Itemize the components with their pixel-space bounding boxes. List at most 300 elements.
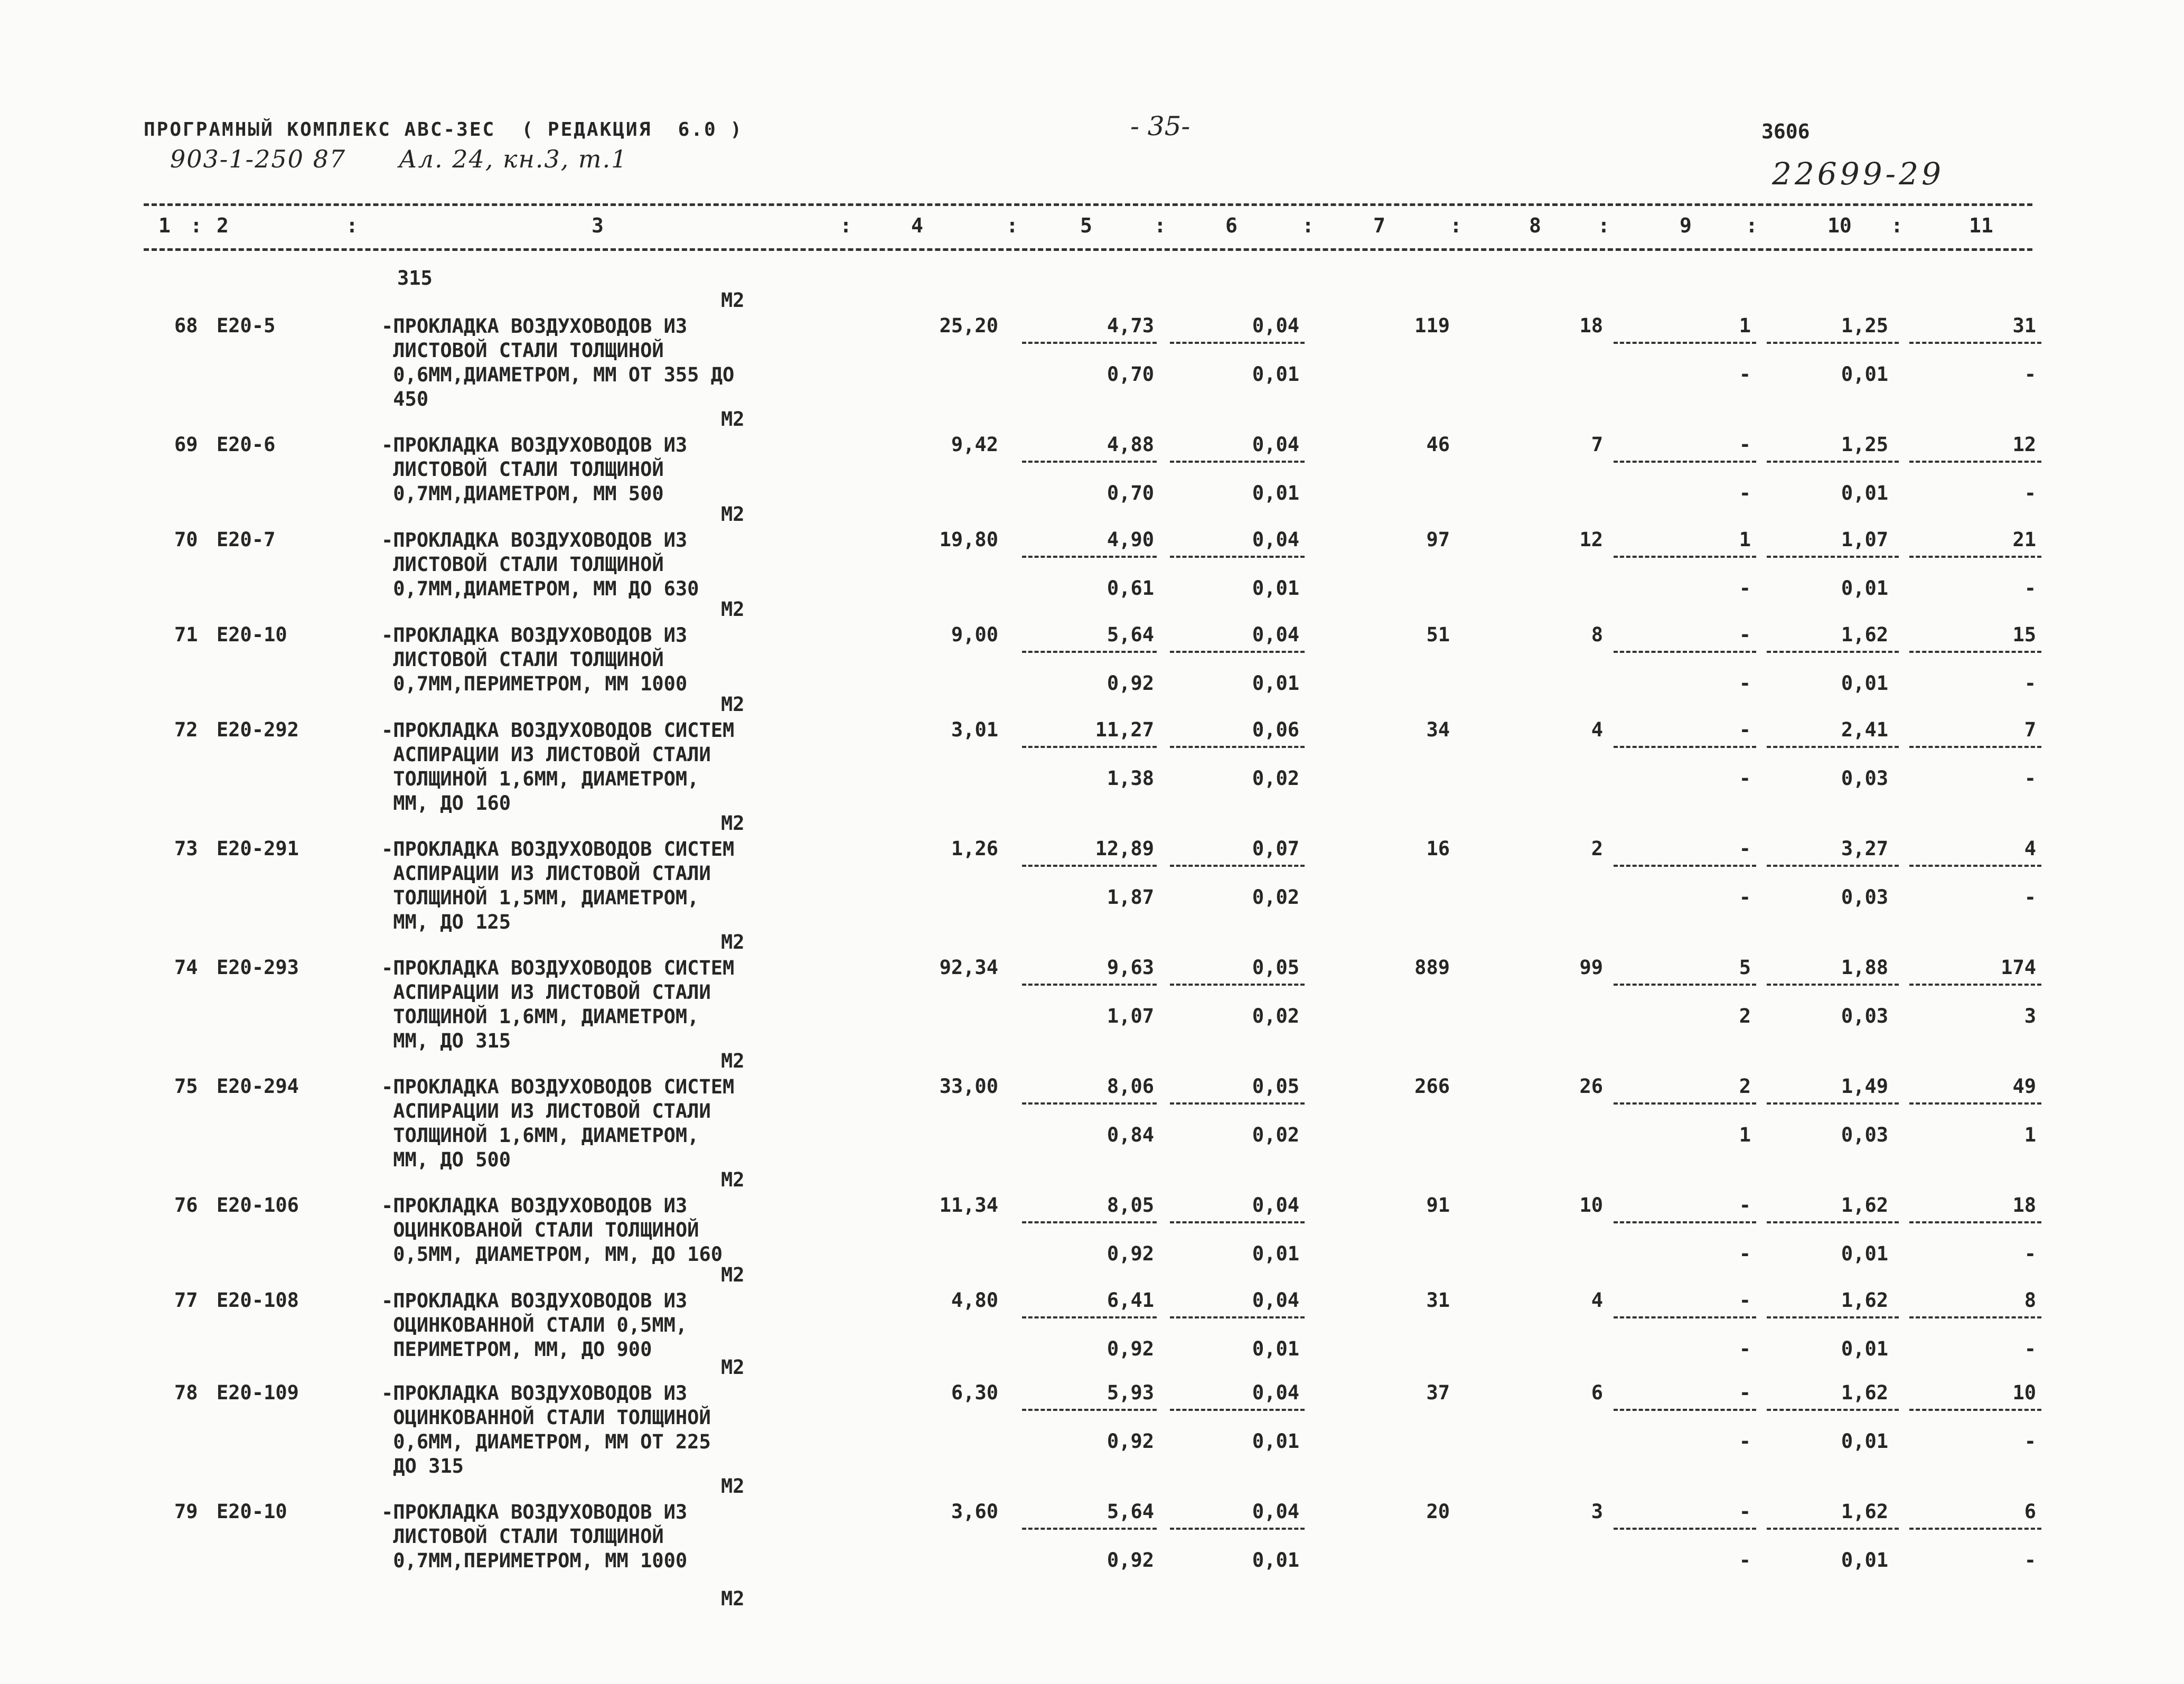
machine-wage-cell: 0,01: [1252, 1242, 1299, 1265]
table-row: [0, 1356, 2184, 1479]
row-number: 76: [174, 1194, 198, 1217]
labour-machine-cell: 0,03: [1841, 886, 1888, 909]
labour-cell: 1,62: [1841, 623, 1888, 646]
column-header: 4: [911, 214, 923, 237]
column-separator: :: [1006, 214, 1018, 237]
labour-total-cell: 49: [2012, 1075, 2036, 1098]
labour-total-cell: 18: [2012, 1194, 2036, 1217]
machine-wage-total-cell: 2: [1739, 1005, 1751, 1027]
total-cost-cell: 51: [1426, 623, 1450, 646]
quantity-cell: 9,00: [951, 623, 998, 646]
rate-code: Е20-10: [217, 623, 287, 646]
machine-wage-cell: 0,02: [1252, 1124, 1299, 1146]
labour-machine-total-cell: -: [2024, 886, 2036, 909]
unit-label: М2: [721, 931, 745, 953]
row-number: 75: [174, 1075, 198, 1098]
total-cost-cell: 46: [1426, 433, 1450, 456]
labour-cell: 1,62: [1841, 1194, 1888, 1217]
unit-cost-cell: 12,89: [1095, 837, 1154, 860]
work-description: -ПРОКЛАДКА ВОЗДУХОВОДОВ СИСТЕМ АСПИРАЦИИ ИЗ ЛИСТОВОЙ СТАЛИ ТОЛЩИНОЙ 1,6ММ, ДИАМЕТРОМ, ММ, ДО 500: [381, 1075, 735, 1171]
column-header: 9: [1680, 214, 1692, 237]
machine-wage-total-cell: -: [1739, 1242, 1751, 1265]
unit-cost-cell: 11,27: [1095, 718, 1154, 741]
total-wage-cell: 12: [1579, 528, 1603, 551]
quantity-cell: 11,34: [939, 1194, 998, 1217]
machine-wage-cell: 0,01: [1252, 482, 1299, 504]
fraction-rule: [1614, 1528, 1756, 1530]
quantity-cell: 6,30: [951, 1381, 998, 1404]
page-number: - 35-: [1130, 111, 1191, 142]
column-separator: :: [1746, 214, 1758, 237]
labour-machine-total-cell: 1: [2024, 1124, 2036, 1146]
unit-cost-cell: 8,05: [1107, 1194, 1154, 1217]
labour-machine-cell: 0,03: [1841, 767, 1888, 790]
fraction-rule: [1909, 746, 2041, 748]
quantity-cell: 33,00: [939, 1075, 998, 1098]
row-number: 70: [174, 528, 198, 551]
fraction-rule: [1170, 1528, 1305, 1530]
unit-cost-cell: 6,41: [1107, 1289, 1154, 1312]
total-wage-cell: 10: [1579, 1194, 1603, 1217]
fraction-rule: [1767, 556, 1899, 558]
fraction-rule: [1767, 1102, 1899, 1105]
machine-wage-total-cell: -: [1739, 1337, 1751, 1360]
fraction-rule: [1614, 1409, 1756, 1411]
fraction-rule: [1022, 461, 1157, 463]
unit-wage-cell: 1,07: [1107, 1005, 1154, 1027]
program-title: ПРОГРАМНЫЙ КОМПЛЕКС АВС-ЗЕС ( РЕДАКЦИЯ 6.0 ): [144, 119, 743, 141]
work-description: -ПРОКЛАДКА ВОЗДУХОВОДОВ СИСТЕМ АСПИРАЦИИ ИЗ ЛИСТОВОЙ СТАЛИ ТОЛЩИНОЙ 1,6ММ, ДИАМЕТРОМ, ММ, ДО 160: [381, 719, 735, 815]
labour-cell: 1,49: [1841, 1075, 1888, 1098]
machine-total-cell: -: [1739, 1500, 1751, 1523]
table-row: [0, 1475, 2184, 1597]
fraction-rule: [1614, 746, 1756, 748]
unit-wage-cell: 0,92: [1107, 1549, 1154, 1571]
labour-machine-cell: 0,01: [1841, 1242, 1888, 1265]
fraction-rule: [1022, 865, 1157, 867]
unit-label: М2: [721, 1168, 745, 1191]
machine-wage-cell: 0,01: [1252, 1549, 1299, 1571]
quantity-cell: 3,01: [951, 718, 998, 741]
machine-wage-total-cell: -: [1739, 886, 1751, 909]
fraction-rule: [1909, 1102, 2041, 1105]
fraction-rule: [1909, 556, 2041, 558]
total-cost-cell: 16: [1426, 837, 1450, 860]
unit-cost-cell: 9,63: [1107, 956, 1154, 979]
fraction-rule: [1614, 1102, 1756, 1105]
fraction-rule: [1022, 1221, 1157, 1223]
machine-wage-cell: 0,01: [1252, 363, 1299, 386]
fraction-rule: [1767, 651, 1899, 653]
column-header: 2: [217, 214, 229, 237]
column-header: 8: [1529, 214, 1541, 237]
machine-total-cell: 1: [1739, 528, 1751, 551]
labour-cell: 3,27: [1841, 837, 1888, 860]
fraction-rule: [1767, 984, 1899, 986]
row-number: 77: [174, 1289, 198, 1312]
fraction-rule: [1614, 556, 1756, 558]
machine-cost-cell: 0,07: [1252, 837, 1299, 860]
work-description: -ПРОКЛАДКА ВОЗДУХОВОДОВ СИСТЕМ АСПИРАЦИИ ИЗ ЛИСТОВОЙ СТАЛИ ТОЛЩИНОЙ 1,6ММ, ДИАМЕТРОМ, ММ, ДО 315: [381, 957, 735, 1052]
machine-total-cell: -: [1739, 1194, 1751, 1217]
fraction-rule: [1909, 1316, 2041, 1318]
labour-total-cell: 7: [2024, 718, 2036, 741]
document-number: 22699-29: [1772, 156, 1944, 192]
total-wage-cell: 2: [1591, 837, 1603, 860]
labour-machine-total-cell: -: [2024, 1430, 2036, 1453]
labour-machine-total-cell: -: [2024, 1242, 2036, 1265]
labour-machine-cell: 0,01: [1841, 363, 1888, 386]
rate-code: Е20-6: [217, 433, 276, 456]
rate-code: Е20-108: [217, 1289, 299, 1312]
table-row: [0, 408, 2184, 530]
machine-cost-cell: 0,04: [1252, 1289, 1299, 1312]
machine-cost-cell: 0,04: [1252, 314, 1299, 337]
machine-total-cell: -: [1739, 718, 1751, 741]
work-description: -ПРОКЛАДКА ВОЗДУХОВОДОВ ИЗ ЛИСТОВОЙ СТАЛИ ТОЛЩИНОЙ 0,6ММ,ДИАМЕТРОМ, ММ ОТ 355 ДО 450: [381, 315, 735, 410]
fraction-rule: [1614, 651, 1756, 653]
row-number: 78: [174, 1381, 198, 1404]
column-separator: :: [190, 214, 202, 237]
fraction-rule: [1767, 865, 1899, 867]
total-cost-cell: 889: [1414, 956, 1450, 979]
table-row: [0, 1050, 2184, 1172]
machine-wage-total-cell: -: [1739, 1549, 1751, 1571]
row-number: 73: [174, 837, 198, 860]
fraction-rule: [1614, 461, 1756, 463]
column-header: 1: [158, 214, 171, 237]
total-cost-cell: 31: [1426, 1289, 1450, 1312]
machine-wage-total-cell: 1: [1739, 1124, 1751, 1146]
total-cost-cell: 34: [1426, 718, 1450, 741]
machine-wage-cell: 0,01: [1252, 1337, 1299, 1360]
fraction-rule: [1909, 865, 2041, 867]
labour-machine-cell: 0,03: [1841, 1005, 1888, 1027]
machine-total-cell: -: [1739, 433, 1751, 456]
fraction-rule: [1170, 1409, 1305, 1411]
labour-cell: 1,88: [1841, 956, 1888, 979]
machine-wage-cell: 0,01: [1252, 672, 1299, 695]
fraction-rule: [1170, 651, 1305, 653]
rate-code: Е20-10: [217, 1500, 287, 1523]
labour-cell: 2,41: [1841, 718, 1888, 741]
work-description: -ПРОКЛАДКА ВОЗДУХОВОДОВ СИСТЕМ АСПИРАЦИИ ИЗ ЛИСТОВОЙ СТАЛИ ТОЛЩИНОЙ 1,5ММ, ДИАМЕТРОМ, ММ, ДО 125: [381, 838, 735, 933]
column-separator: :: [1302, 214, 1314, 237]
fraction-rule: [1767, 1221, 1899, 1223]
machine-wage-cell: 0,01: [1252, 577, 1299, 600]
labour-machine-cell: 0,01: [1841, 1549, 1888, 1571]
unit-wage-cell: 0,92: [1107, 672, 1154, 695]
total-cost-cell: 119: [1414, 314, 1450, 337]
sheet-code: 3606: [1761, 120, 1810, 143]
unit-wage-cell: 0,92: [1107, 1430, 1154, 1453]
unit-cost-cell: 5,64: [1107, 623, 1154, 646]
labour-cell: 1,62: [1841, 1289, 1888, 1312]
machine-total-cell: -: [1739, 837, 1751, 860]
machine-wage-total-cell: -: [1739, 482, 1751, 504]
labour-cell: 1,62: [1841, 1381, 1888, 1404]
total-wage-cell: 4: [1591, 718, 1603, 741]
row-number: 72: [174, 718, 198, 741]
labour-machine-total-cell: -: [2024, 1337, 2036, 1360]
labour-machine-total-cell: 3: [2024, 1005, 2036, 1027]
rate-code: Е20-294: [217, 1075, 299, 1098]
labour-machine-total-cell: -: [2024, 672, 2036, 695]
labour-total-cell: 21: [2012, 528, 2036, 551]
unit-label: М2: [721, 598, 745, 621]
column-header: 11: [1969, 214, 1993, 237]
fraction-rule: [1170, 984, 1305, 986]
labour-machine-cell: 0,03: [1841, 1124, 1888, 1146]
work-description: -ПРОКЛАДКА ВОЗДУХОВОДОВ ИЗ ОЦИНКОВАННОЙ СТАЛИ ТОЛЩИНОЙ 0,6ММ, ДИАМЕТРОМ, ММ ОТ 225 ДО 315: [381, 1382, 711, 1477]
labour-total-cell: 6: [2024, 1500, 2036, 1523]
machine-cost-cell: 0,05: [1252, 1075, 1299, 1098]
unit-label: М2: [721, 812, 745, 835]
total-wage-cell: 99: [1579, 956, 1603, 979]
labour-machine-cell: 0,01: [1841, 1430, 1888, 1453]
machine-wage-cell: 0,02: [1252, 767, 1299, 790]
fraction-rule: [1022, 1316, 1157, 1318]
unit-wage-cell: 1,87: [1107, 886, 1154, 909]
machine-cost-cell: 0,04: [1252, 433, 1299, 456]
unit-wage-cell: 0,92: [1107, 1337, 1154, 1360]
fraction-rule: [1909, 1409, 2041, 1411]
quantity-cell: 3,60: [951, 1500, 998, 1523]
work-description: -ПРОКЛАДКА ВОЗДУХОВОДОВ ИЗ ЛИСТОВОЙ СТАЛИ ТОЛЩИНОЙ 0,7ММ,ДИАМЕТРОМ, ММ 500: [381, 434, 688, 505]
fraction-rule: [1170, 865, 1305, 867]
quantity-cell: 9,42: [951, 433, 998, 456]
column-separator: :: [1598, 214, 1610, 237]
unit-label: М2: [721, 1050, 745, 1072]
column-separator: :: [840, 214, 852, 237]
column-separator: :: [1450, 214, 1462, 237]
labour-machine-total-cell: -: [2024, 1549, 2036, 1571]
fraction-rule: [1170, 461, 1305, 463]
quantity-cell: 25,20: [939, 314, 998, 337]
machine-total-cell: 1: [1739, 314, 1751, 337]
labour-machine-total-cell: -: [2024, 767, 2036, 790]
unit-cost-cell: 8,06: [1107, 1075, 1154, 1098]
total-wage-cell: 6: [1591, 1381, 1603, 1404]
fraction-rule: [1909, 651, 2041, 653]
table-row: [0, 812, 2184, 934]
fraction-rule: [1614, 865, 1756, 867]
rate-code: Е20-293: [217, 956, 299, 979]
unit-wage-cell: 0,61: [1107, 577, 1154, 600]
labour-machine-cell: 0,01: [1841, 672, 1888, 695]
total-cost-cell: 37: [1426, 1381, 1450, 1404]
table-row: [0, 289, 2184, 411]
unit-label: М2: [721, 408, 745, 431]
unit-wage-cell: 0,84: [1107, 1124, 1154, 1146]
table-row: [0, 1168, 2184, 1291]
labour-cell: 1,62: [1841, 1500, 1888, 1523]
fraction-rule: [1767, 461, 1899, 463]
work-description: -ПРОКЛАДКА ВОЗДУХОВОДОВ ИЗ ЛИСТОВОЙ СТАЛИ ТОЛЩИНОЙ 0,7ММ,ПЕРИМЕТРОМ, ММ 1000: [381, 624, 688, 695]
machine-wage-total-cell: -: [1739, 767, 1751, 790]
fraction-rule: [1170, 1221, 1305, 1223]
labour-total-cell: 12: [2012, 433, 2036, 456]
labour-total-cell: 8: [2024, 1289, 2036, 1312]
labour-machine-total-cell: -: [2024, 482, 2036, 504]
unit-wage-cell: 1,38: [1107, 767, 1154, 790]
total-wage-cell: 18: [1579, 314, 1603, 337]
unit-wage-cell: 0,70: [1107, 363, 1154, 386]
total-wage-cell: 3: [1591, 1500, 1603, 1523]
fraction-rule: [1022, 1102, 1157, 1105]
fraction-rule: [1170, 342, 1305, 344]
rate-code: Е20-5: [217, 314, 276, 337]
total-wage-cell: 8: [1591, 623, 1603, 646]
unit-cost-cell: 4,88: [1107, 433, 1154, 456]
machine-cost-cell: 0,06: [1252, 718, 1299, 741]
row-number: 74: [174, 956, 198, 979]
column-header: 7: [1373, 214, 1385, 237]
machine-wage-total-cell: -: [1739, 672, 1751, 695]
project-reference: 903-1-250 87 Ал. 24, кн.3, т.1: [170, 145, 628, 173]
labour-machine-cell: 0,01: [1841, 1337, 1888, 1360]
column-header: 3: [592, 214, 604, 237]
rate-code: Е20-106: [217, 1194, 299, 1217]
machine-cost-cell: 0,04: [1252, 1194, 1299, 1217]
fraction-rule: [1909, 1528, 2041, 1530]
column-separator: :: [1154, 214, 1166, 237]
machine-wage-cell: 0,02: [1252, 886, 1299, 909]
fraction-rule: [1022, 651, 1157, 653]
labour-machine-cell: 0,01: [1841, 577, 1888, 600]
machine-total-cell: -: [1739, 1289, 1751, 1312]
fraction-rule: [1909, 1221, 2041, 1223]
rate-code: Е20-109: [217, 1381, 299, 1404]
fraction-rule: [1170, 746, 1305, 748]
fraction-rule: [1170, 556, 1305, 558]
column-separator: :: [346, 214, 358, 237]
machine-total-cell: -: [1739, 1381, 1751, 1404]
machine-wage-total-cell: -: [1739, 577, 1751, 600]
fraction-rule: [1614, 1221, 1756, 1223]
rate-code: Е20-292: [217, 718, 299, 741]
fraction-rule: [1767, 1528, 1899, 1530]
unit-wage-cell: 0,92: [1107, 1242, 1154, 1265]
row-number: 68: [174, 314, 198, 337]
fraction-rule: [1767, 1316, 1899, 1318]
fraction-rule: [1022, 984, 1157, 986]
work-description: -ПРОКЛАДКА ВОЗДУХОВОДОВ ИЗ ЛИСТОВОЙ СТАЛИ ТОЛЩИНОЙ 0,7ММ,ПЕРИМЕТРОМ, ММ 1000: [381, 1501, 688, 1572]
machine-total-cell: -: [1739, 623, 1751, 646]
machine-total-cell: 2: [1739, 1075, 1751, 1098]
unit-label: М2: [721, 289, 745, 312]
fraction-rule: [1022, 342, 1157, 344]
fraction-rule: [1909, 984, 2041, 986]
unit-label: М2: [721, 1356, 745, 1379]
row-number: 69: [174, 433, 198, 456]
total-wage-cell: 7: [1591, 433, 1603, 456]
unit-label: М2: [721, 1475, 745, 1498]
column-separator: :: [1891, 214, 1903, 237]
rate-code: Е20-291: [217, 837, 299, 860]
unit-cost-cell: 4,90: [1107, 528, 1154, 551]
work-description: -ПРОКЛАДКА ВОЗДУХОВОДОВ ИЗ ОЦИНКОВАННОЙ СТАЛИ 0,5ММ, ПЕРИМЕТРОМ, ММ, ДО 900: [381, 1289, 688, 1361]
fraction-rule: [1909, 342, 2041, 344]
fraction-rule: [1767, 342, 1899, 344]
machine-cost-cell: 0,04: [1252, 1381, 1299, 1404]
column-header: 5: [1080, 214, 1092, 237]
machine-cost-cell: 0,05: [1252, 956, 1299, 979]
work-description: -ПРОКЛАДКА ВОЗДУХОВОДОВ ИЗ ЛИСТОВОЙ СТАЛИ ТОЛЩИНОЙ 0,7ММ,ДИАМЕТРОМ, ММ ДО 630: [381, 529, 699, 600]
table-row: [0, 598, 2184, 721]
total-cost-cell: 20: [1426, 1500, 1450, 1523]
fraction-rule: [1909, 461, 2041, 463]
fraction-rule: [1614, 984, 1756, 986]
quantity-cell: 92,34: [939, 956, 998, 979]
work-description: -ПРОКЛАДКА ВОЗДУХОВОДОВ ИЗ ОЦИНКОВАНОЙ СТАЛИ ТОЛЩИНОЙ 0,5ММ, ДИАМЕТРОМ, ММ, ДО 160: [381, 1194, 723, 1266]
machine-wage-cell: 0,02: [1252, 1005, 1299, 1027]
labour-machine-total-cell: -: [2024, 577, 2036, 600]
unit-cost-cell: 5,64: [1107, 1500, 1154, 1523]
labour-total-cell: 174: [2001, 956, 2036, 979]
fraction-rule: [1022, 1409, 1157, 1411]
quantity-cell: 4,80: [951, 1289, 998, 1312]
rate-code: Е20-7: [217, 528, 276, 551]
table-row: [0, 1264, 2184, 1386]
total-cost-cell: 266: [1414, 1075, 1450, 1098]
machine-wage-total-cell: -: [1739, 1430, 1751, 1453]
fraction-rule: [1767, 1409, 1899, 1411]
unit-label: М2: [721, 1587, 745, 1610]
labour-total-cell: 15: [2012, 623, 2036, 646]
labour-total-cell: 31: [2012, 314, 2036, 337]
machine-total-cell: 5: [1739, 956, 1751, 979]
quantity-cell: 1,26: [951, 837, 998, 860]
continued-value: 315: [397, 267, 433, 289]
fraction-rule: [1022, 1528, 1157, 1530]
row-number: 79: [174, 1500, 198, 1523]
total-cost-cell: 97: [1426, 528, 1450, 551]
labour-cell: 1,07: [1841, 528, 1888, 551]
fraction-rule: [1614, 1316, 1756, 1318]
machine-wage-cell: 0,01: [1252, 1430, 1299, 1453]
total-wage-cell: 26: [1579, 1075, 1603, 1098]
column-header: 10: [1827, 214, 1852, 237]
quantity-cell: 19,80: [939, 528, 998, 551]
total-wage-cell: 4: [1591, 1289, 1603, 1312]
fraction-rule: [1170, 1316, 1305, 1318]
labour-machine-cell: 0,01: [1841, 482, 1888, 504]
total-cost-cell: 91: [1426, 1194, 1450, 1217]
fraction-rule: [1170, 1102, 1305, 1105]
table-row: [0, 503, 2184, 625]
unit-label: М2: [721, 1264, 745, 1286]
labour-machine-total-cell: -: [2024, 363, 2036, 386]
machine-wage-total-cell: -: [1739, 363, 1751, 386]
row-number: 71: [174, 623, 198, 646]
labour-cell: 1,25: [1841, 314, 1888, 337]
labour-total-cell: 10: [2012, 1381, 2036, 1404]
table-row: [0, 931, 2184, 1053]
unit-cost-cell: 5,93: [1107, 1381, 1154, 1404]
machine-cost-cell: 0,04: [1252, 623, 1299, 646]
fraction-rule: [1022, 556, 1157, 558]
labour-total-cell: 4: [2024, 837, 2036, 860]
column-header: 6: [1225, 214, 1238, 237]
machine-cost-cell: 0,04: [1252, 528, 1299, 551]
unit-cost-cell: 4,73: [1107, 314, 1154, 337]
labour-cell: 1,25: [1841, 433, 1888, 456]
unit-label: М2: [721, 503, 745, 526]
unit-label: М2: [721, 693, 745, 716]
table-row: [0, 693, 2184, 816]
fraction-rule: [1614, 342, 1756, 344]
